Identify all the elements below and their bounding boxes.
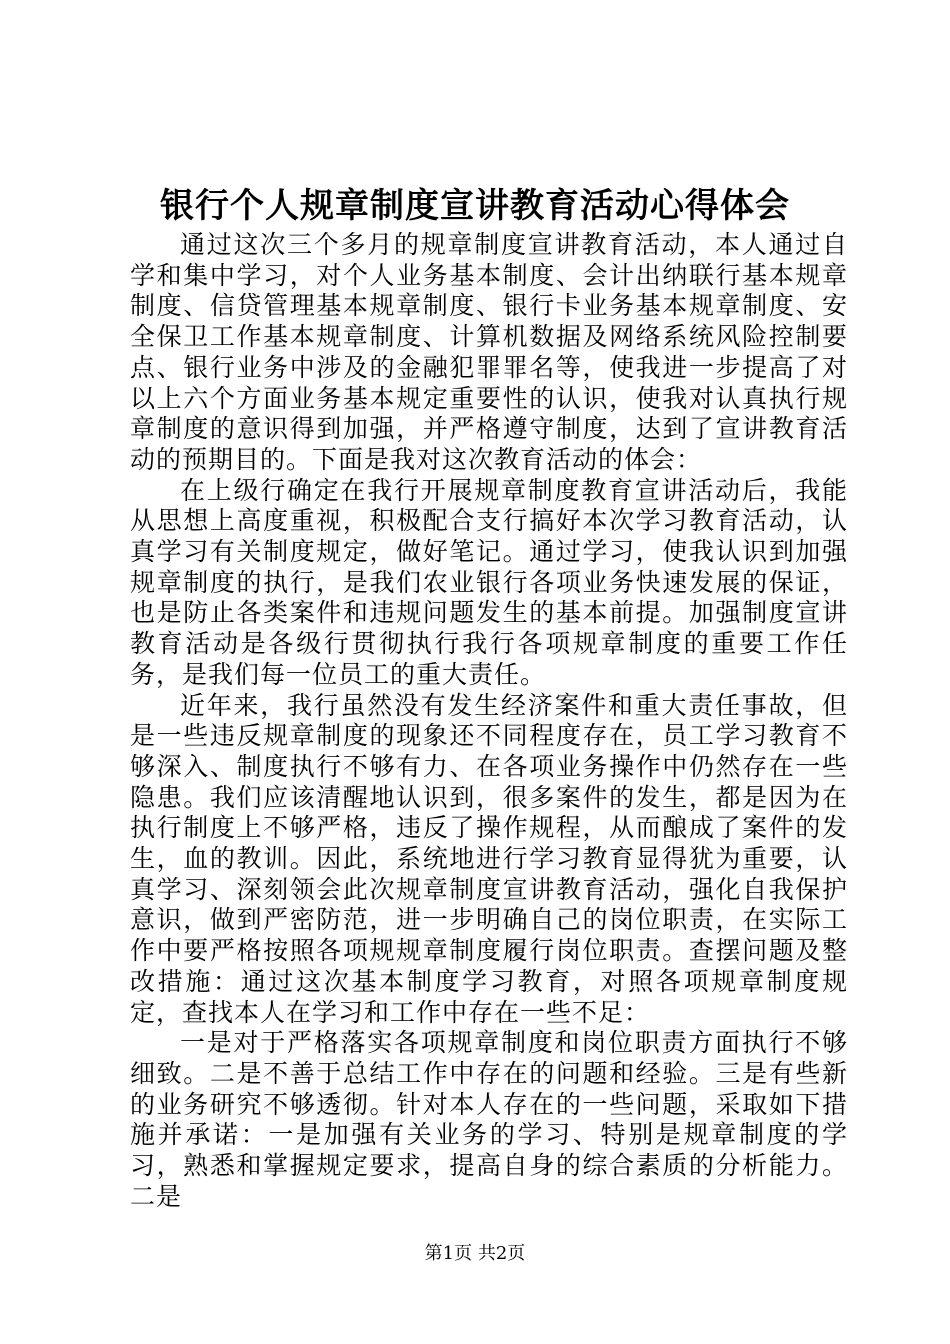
paragraph-4: 一是对于严格落实各项规章制度和岗位职责方面执行不够细致。二是不善于总结工作中存在的问题和经验。三是有些新的业务研究不够透彻。针对本人存在的一些问题，采取如下措施并承诺：一是加强有关业务的学习、特别是规章制度的学习，熟悉和掌握规定要求，提高自身的综合素质的分析能力。二是 (130, 1028, 848, 1211)
paragraph-3: 近年来，我行虽然没有发生经济案件和重大责任事故，但是一些违反规章制度的现象还不同程度存在，员工学习教育不够深入、制度执行不够有力、在各项业务操作中仍然存在一些隐患。我们应该清醒地认识到，很多案件的发生，都是因为在执行制度上不够严格，违反了操作规程，从而酿成了案件的发生，血的教训。因此，系统地进行学习教育显得犹为重要，认真学习、深刻领会此次规章制度宣讲教育活动，强化自我保护意识，做到严密防范，进一步明确自己的岗位职责，在实际工作中要严格按照各项规规章制度履行岗位职责。查摆问题及整改措施：通过这次基本制度学习教育，对照各项规章制度规定，查找本人在学习和工作中存在一些不足： (130, 690, 848, 1027)
paragraph-2: 在上级行确定在我行开展规章制度教育宣讲活动后，我能从思想上高度重视，积极配合支行搞好本次学习教育活动，认真学习有关制度规定，做好笔记。通过学习，使我认识到加强规章制度的执行，是我们农业银行各项业务快速发展的保证，也是防止各类案件和违规问题发生的基本前提。加强制度宣讲教育活动是各级行贯彻执行我行各项规章制度的重要工作任务，是我们每一位员工的重大责任。 (130, 475, 848, 689)
document-title: 银行个人规章制度宣讲教育活动心得体会 (160, 186, 790, 226)
page-number-footer: 第1页 共2页 (424, 1243, 526, 1264)
paragraph-1: 通过这次三个多月的规章制度宣讲教育活动，本人通过自学和集中学习，对个人业务基本制度、会计出纳联行基本规章制度、信贷管理基本规章制度、银行卡业务基本规章制度、安全保卫工作基本规章制度、计算机数据及网络系统风险控制要点、银行业务中涉及的金融犯罪罪名等，使我进一步提高了对以上六个方面业务基本规定重要性的认识，使我对认真执行规章制度的意识得到加强，并严格遵守制度，达到了宣讲教育活动的预期目的。下面是我对这次教育活动的体会： (130, 230, 848, 474)
document-body (130, 230, 848, 1213)
